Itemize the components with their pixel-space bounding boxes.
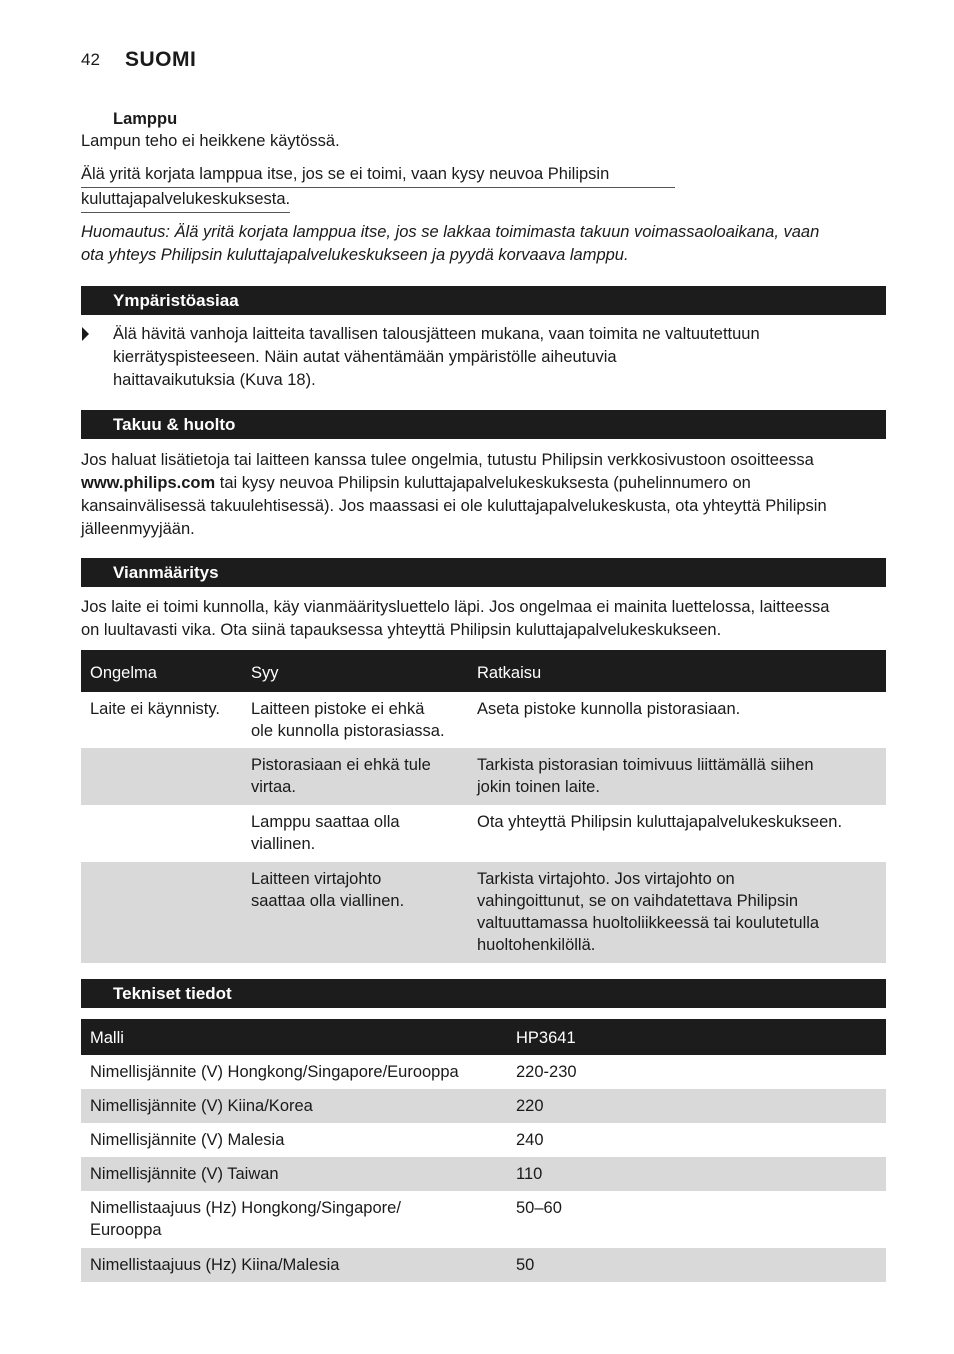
lamp-warning-line2: kuluttajapalvelukeskuksesta.: [81, 188, 290, 213]
solution-cell: [468, 748, 886, 805]
spec-value: 50: [507, 1248, 886, 1282]
table-row: [81, 1191, 886, 1248]
spec-label: [81, 1248, 507, 1282]
lamp-warning: [81, 163, 675, 213]
cause-line: Pistorasiaan ei ehkä tule: [251, 756, 431, 774]
cause-line: Lamppu saattaa olla: [251, 813, 400, 831]
spec-label: [81, 1157, 507, 1191]
spec-label-line: Nimellisjännite (V) Kiina/Korea: [90, 1097, 313, 1115]
cause-line: ole kunnolla pistorasiassa.: [251, 722, 445, 740]
environment-line2: kierrätyspisteeseen. Näin autat vähentämään ympäristölle aiheutuvia: [113, 348, 617, 366]
solution-line: huoltohenkilöllä.: [477, 936, 596, 954]
problem-cell: [81, 805, 242, 862]
spec-value: 50–60: [516, 1199, 562, 1217]
spec-label-line: Nimellisjännite (V) Hongkong/Singapore/Eurooppa: [90, 1063, 459, 1081]
spec-label: [81, 1089, 507, 1123]
warranty-line4: jälleenmyyjään.: [81, 520, 195, 538]
section-header-environment: Ympäristöasiaa: [81, 286, 886, 315]
philips-link[interactable]: www.philips.com: [81, 474, 216, 492]
solution-cell: [468, 692, 886, 748]
lamp-note: [81, 221, 819, 267]
cause-cell: [242, 805, 468, 862]
spec-value: 220: [507, 1089, 886, 1123]
table-row: [81, 1055, 886, 1089]
table-header-row: [81, 650, 886, 692]
warranty-line2: tai kysy neuvoa Philipsin kuluttajapalvelukeskuksesta (puhelinnumero on: [215, 474, 751, 492]
column-header: Malli: [81, 1019, 507, 1055]
environment-line3: haittavaikutuksia (Kuva 18).: [113, 371, 316, 389]
section-header-troubleshooting: Vianmääritys: [81, 558, 886, 587]
spec-label-line: Nimellisjännite (V) Taiwan: [90, 1165, 279, 1183]
column-header: Ratkaisu: [468, 650, 886, 692]
troubleshooting-intro: [81, 596, 829, 642]
section-header-specs: Tekniset tiedot: [81, 979, 886, 1008]
warranty-line1: Jos haluat lisätietoja tai laitteen kanssa tulee ongelmia, tutustu Philipsin verkkosivustoon osoitteessa: [81, 451, 814, 469]
cause-line: virtaa.: [251, 778, 296, 796]
table-row: [81, 1248, 886, 1282]
environment-text: [113, 323, 760, 392]
cause-line: Laitteen pistoke ei ehkä: [251, 700, 425, 718]
table-row: [81, 692, 886, 748]
column-header: HP3641: [507, 1019, 886, 1055]
warranty-text: [81, 449, 827, 541]
warranty-line3: kansainvälisessä takuulehtisessä). Jos maassasi ei ole kuluttajapalvelukeskusta, ota yhteyttä Philipsin: [81, 497, 827, 515]
section-header-warranty: Takuu & huolto: [81, 410, 886, 439]
cause-line: saattaa olla viallinen.: [251, 892, 405, 910]
table-row: [81, 1089, 886, 1123]
solution-cell: [468, 805, 886, 862]
spec-value: 240: [516, 1131, 544, 1149]
language-title: SUOMI: [125, 48, 197, 71]
solution-line: vahingoittunut, se on vaihdatettava Philipsin: [477, 892, 799, 910]
column-header: Ongelma: [81, 650, 242, 692]
spec-label: [81, 1123, 507, 1157]
cause-cell: [242, 748, 468, 805]
troubleshooting-table: [81, 650, 886, 963]
page-number: 42: [81, 50, 100, 69]
spec-label-line: Eurooppa: [90, 1221, 162, 1239]
table-header-row: [81, 1019, 886, 1055]
spec-label: [81, 1191, 507, 1248]
lamp-note-line1: Huomautus: Älä yritä korjata lamppua itse, jos se lakkaa toimimasta takuun voimassaoloaikana, vaan: [81, 223, 820, 241]
problem-cell: [81, 862, 242, 963]
column-header: Syy: [242, 650, 468, 692]
solution-line: Tarkista pistorasian toimivuus liittämällä siihen: [477, 756, 814, 774]
solution-line: valtuuttamassa huoltoliikkeessä tai koulutetulla: [477, 914, 820, 932]
spec-label-line: Nimellisjännite (V) Malesia: [90, 1131, 285, 1149]
table-row: [81, 748, 886, 805]
cause-line: viallinen.: [251, 835, 316, 853]
cause-cell: [242, 692, 468, 748]
cause-cell: [242, 862, 468, 963]
solution-line: Ota yhteyttä Philipsin kuluttajapalvelukeskukseen.: [477, 813, 843, 831]
spec-label: [81, 1055, 507, 1089]
spec-value: 220-230: [516, 1063, 577, 1081]
cause-line: Laitteen virtajohto: [251, 870, 382, 888]
solution-line: Aseta pistoke kunnolla pistorasiaan.: [477, 700, 741, 718]
solution-line: Tarkista virtajohto. Jos virtajohto on: [477, 870, 735, 888]
troubleshooting-line1: Jos laite ei toimi kunnolla, käy vianmääritysluettelo läpi. Jos ongelmaa ei mainita luettelossa, laitteessa: [81, 598, 830, 616]
spec-label-line: Nimellistaajuus (Hz) Hongkong/Singapore/: [90, 1199, 401, 1217]
bullet-icon: [82, 327, 89, 341]
table-row: [81, 1123, 886, 1157]
specs-table: [81, 1019, 886, 1282]
lamp-heading: Lamppu: [113, 110, 178, 128]
lamp-note-line2: ota yhteys Philipsin kuluttajapalvelukeskukseen ja pyydä korvaava lamppu.: [81, 246, 629, 264]
lamp-text: Lampun teho ei heikkene käytössä.: [81, 132, 340, 150]
problem-cell: Laite ei käynnisty.: [90, 700, 220, 718]
troubleshooting-line2: on luultavasti vika. Ota siinä tapauksessa yhteyttä Philipsin kuluttajapalvelukeskukseen.: [81, 621, 722, 639]
problem-cell: [81, 748, 242, 805]
table-row: [81, 862, 886, 963]
table-row: [81, 1157, 886, 1191]
spec-value: 110: [507, 1157, 886, 1191]
table-row: [81, 805, 886, 862]
solution-line: jokin toinen laite.: [477, 778, 600, 796]
lamp-warning-line1: Älä yritä korjata lamppua itse, jos se ei toimi, vaan kysy neuvoa Philipsin: [81, 163, 675, 188]
solution-cell: [468, 862, 886, 963]
environment-line1: Älä hävitä vanhoja laitteita tavallisen talousjätteen mukana, vaan toimita ne valtuutettuun: [113, 325, 760, 343]
spec-label-line: Nimellistaajuus (Hz) Kiina/Malesia: [90, 1256, 340, 1274]
